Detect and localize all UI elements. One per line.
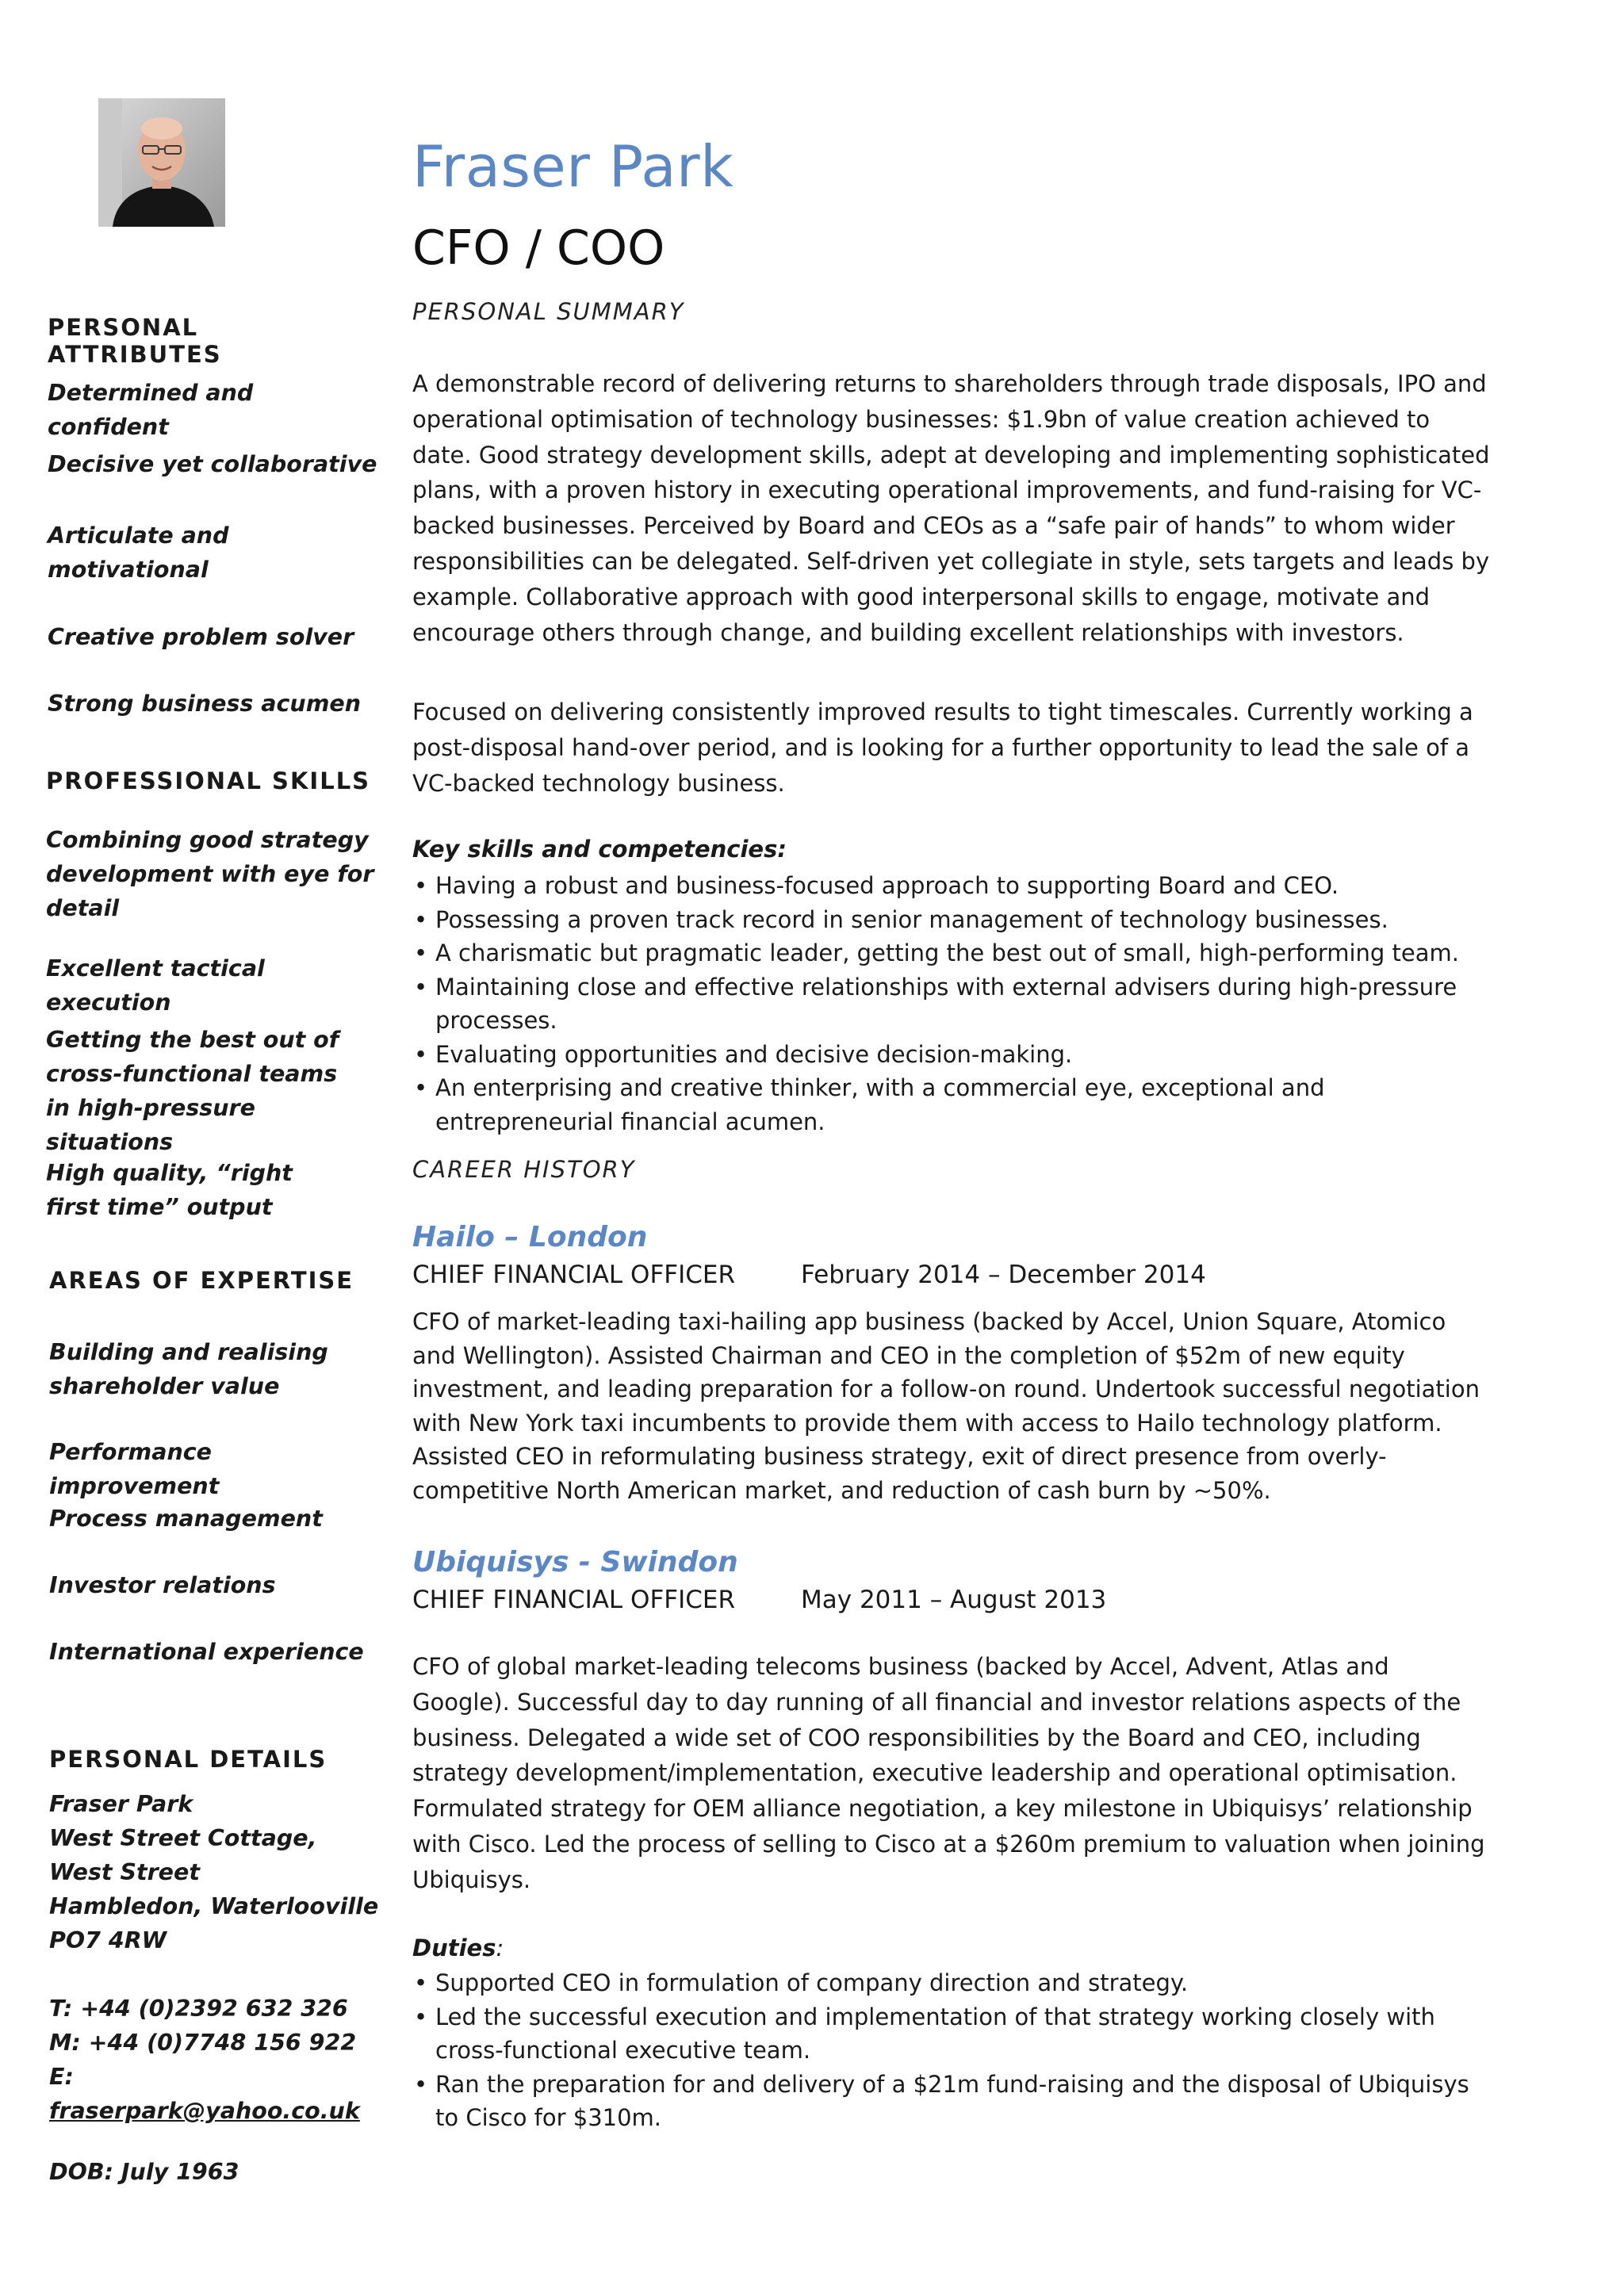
job-description: CFO of global market-leading telecoms business (backed by Accel, Advent, Atlas and Google). Successful day to day running of all financial and investor relations aspects of the business. Delegated a wide set of COO responsibilities by the Board and CEO, including strategy development/implementation, executive leadership and operational optimisation. Formulated strategy for OEM alliance negotiation, a key milestone in Ubiquisys’ relationship with Cisco. Led the process of selling to Cisco at a $260m premium to valuation when joining Ubiquisys. (412, 1653, 1485, 1893)
duties-list (412, 1966, 1491, 2135)
details-email-prefix: E: (49, 2064, 74, 2090)
candidate-name: Fraser Park (412, 133, 734, 200)
duties-colon: : (496, 1934, 504, 1961)
details-mobile: M: +44 (0)7748 156 922 (49, 2030, 357, 2056)
attribute-item: Creative problem solver (48, 624, 354, 650)
details-dob: DOB: July 1963 (49, 2159, 239, 2185)
job-title: CHIEF FINANCIAL OFFICER (412, 1586, 736, 1614)
personal-details-heading: PERSONAL DETAILS (49, 1746, 327, 1773)
job-description: CFO of market-leading taxi-hailing app business (backed by Accel, Union Square, Atomico and Wellington). Assisted Chairman and CEO in the completion of $52m of new equity investment, and leading preparation for a follow-on round. Undertook successful negotiation with New York taxi incumbents to provide them with access to Hailo technology platform. Assisted CEO in reformulating business strategy, exit of direct presence from overly-competitive North American market, and reduction of cash burn by ~50%. (412, 1308, 1480, 1504)
attribute-item: Articulate and motivational (48, 522, 229, 583)
details-address-line1: West Street Cottage, West Street (49, 1825, 317, 1885)
profile-photo (98, 98, 225, 227)
list-item: • Ran the preparation for and delivery of a $21m fund-raising and the disposal of Ubiquisys to Cisco for $310m. (412, 2068, 1491, 2135)
professional-skills-heading: PROFESSIONAL SKILLS (46, 767, 371, 794)
key-skills-heading: Key skills and competencies: (412, 836, 787, 863)
job-title: CHIEF FINANCIAL OFFICER (412, 1261, 736, 1289)
summary-paragraph: A demonstrable record of delivering returns to shareholders through trade disposals, IPO and operational optimisation of technology businesses: $1.9bn of value creation achieved to date. Good strategy development skills, adept at developing and implementing sophisticated plans, with a proven history in executing operational improvements, and fund-raising for VC-backed businesses. Perceived by Board and CEOs as a “safe pair of hands” to whom wider responsibilities can be delegated. Self-driven yet collegiate in style, sets targets and leads by example. Collaborative approach with good interpersonal skills to engage, motivate and encourage others through change, and building excellent relationships with investors. (412, 370, 1490, 646)
job-dates: May 2011 – August 2013 (801, 1586, 1107, 1614)
details-email-row (49, 2060, 382, 2128)
expertise-item: Building and realising shareholder value (49, 1339, 328, 1399)
personal-details-block (49, 1787, 382, 2128)
list-item: • Maintaining close and effective relationships with external advisers during high-pressure processes. (412, 970, 1491, 1038)
skill-item: High quality, “right first time” output (46, 1160, 293, 1220)
attribute-item: Strong business acumen (48, 691, 362, 717)
career-history-heading: CAREER HISTORY (412, 1156, 636, 1183)
expertise-item: Investor relations (49, 1572, 276, 1598)
details-telephone: T: +44 (0)2392 632 326 (49, 1996, 348, 2022)
email-link[interactable]: fraserpark@yahoo.co.uk (49, 2098, 360, 2124)
list-item: • An enterprising and creative thinker, with a commercial eye, exceptional and entrepreneurial financial acumen. (412, 1071, 1491, 1138)
key-skills-list (412, 869, 1491, 1138)
candidate-title: CFO / COO (412, 220, 665, 276)
list-item: • A charismatic but pragmatic leader, getting the best out of small, high-performing team. (412, 936, 1491, 970)
attribute-item: Determined and confident (48, 380, 254, 440)
duties-heading (412, 1934, 504, 1961)
summary-paragraph: Focused on delivering consistently improved results to tight timescales. Currently working a post-disposal hand-over period, and is looking for a further opportunity to lead the sale of a VC-backed technology business. (412, 698, 1473, 797)
list-item: • Supported CEO in formulation of company direction and strategy. (412, 1966, 1491, 2000)
details-postcode: PO7 4RW (49, 1927, 167, 1954)
personal-attributes-heading: PERSONAL ATTRIBUTES (48, 314, 222, 368)
details-name: Fraser Park (49, 1791, 193, 1817)
attribute-item: Decisive yet collaborative (48, 451, 377, 477)
skill-item: Getting the best out of cross-functional teams in high-pressure situations (46, 1027, 339, 1155)
skill-item: Combining good strategy development with eye for detail (46, 827, 374, 921)
duties-label: Duties (412, 1934, 496, 1961)
job-company: Hailo – London (412, 1221, 648, 1253)
expertise-item: Performance improvement (49, 1439, 220, 1499)
list-item: • Possessing a proven track record in senior management of technology businesses. (412, 903, 1491, 937)
job-dates: February 2014 – December 2014 (801, 1261, 1206, 1289)
job-company: Ubiquisys - Swindon (412, 1546, 738, 1578)
list-item: • Evaluating opportunities and decisive decision-making. (412, 1038, 1491, 1072)
list-item: • Having a robust and business-focused approach to supporting Board and CEO. (412, 869, 1491, 903)
areas-of-expertise-heading: AREAS OF EXPERTISE (49, 1267, 354, 1294)
portrait-image (98, 98, 225, 227)
expertise-item: International experience (49, 1639, 364, 1665)
details-address-line2: Hambledon, Waterlooville (49, 1893, 379, 1919)
personal-summary-heading: PERSONAL SUMMARY (412, 298, 685, 325)
expertise-item: Process management (49, 1506, 323, 1532)
skill-item: Excellent tactical execution (46, 955, 265, 1016)
list-item: • Led the successful execution and implementation of that strategy working closely with cross-functional executive team. (412, 2000, 1491, 2068)
